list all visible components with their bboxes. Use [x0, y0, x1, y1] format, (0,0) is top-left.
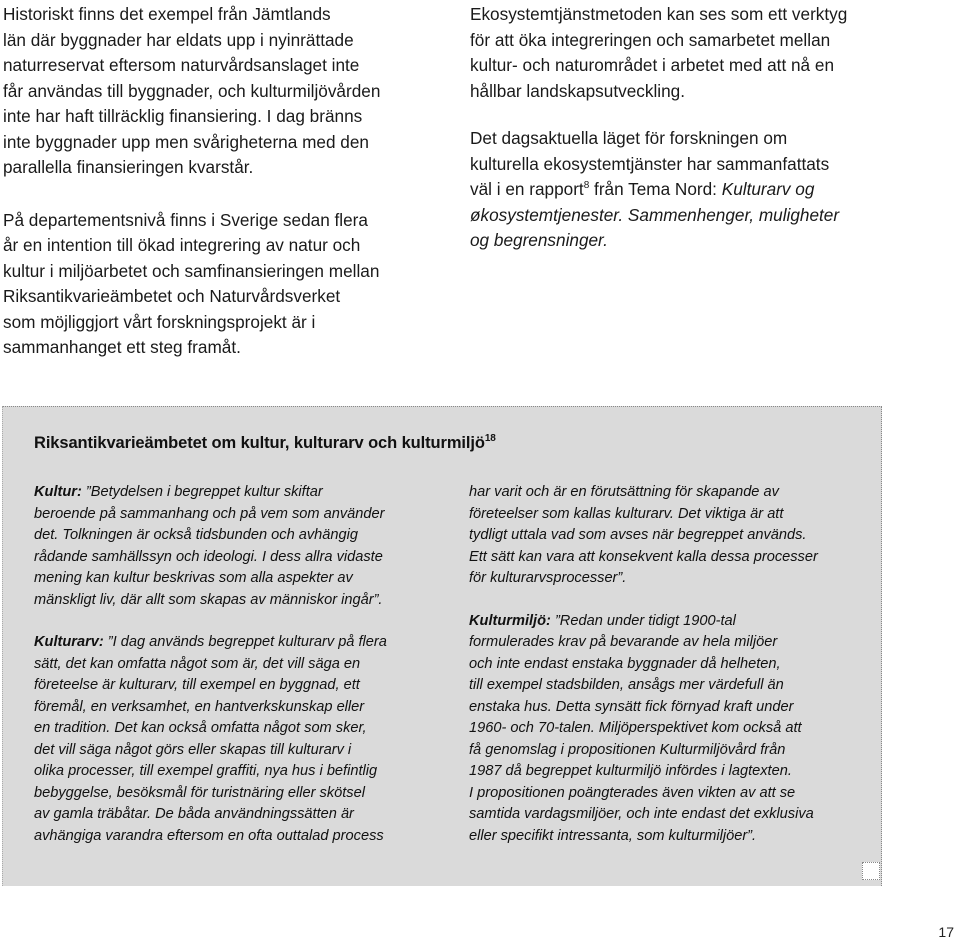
- text-line: 1960- och 70-talen. Miljöperspektivet kom också att: [469, 720, 802, 736]
- text-line: får användas till byggnader, och kulturmiljövården: [3, 80, 381, 101]
- text-line: Riksantikvarieämbetet och Naturvårdsverket: [3, 286, 341, 306]
- text-line: år en intention till ökad integrering av natur och: [3, 235, 361, 255]
- box-column-right: [469, 482, 889, 847]
- text-line: har varit och är en förutsättning för skapande av: [469, 484, 779, 500]
- text-line: företeelser som kallas kulturarv. Det viktiga är att: [469, 505, 784, 522]
- text-line: [469, 611, 889, 633]
- paragraph-departement: [3, 208, 443, 361]
- text-line: parallella finansieringen kvarstår.: [3, 157, 254, 177]
- text-line: avhängiga varandra eftersom en ofta outtalad process: [34, 827, 384, 844]
- definition-term: Kulturmiljö:: [469, 612, 551, 629]
- text-line: en tradition. Det kan också omfatta något som sker,: [34, 720, 367, 736]
- text-line: det. Tolkningen är också tidsbunden och avhängig: [34, 527, 358, 543]
- text-line: Ekosystemtjänstmetoden kan ses som ett verktyg: [470, 4, 848, 24]
- report-title-line: økosystemtjenester. Sammenhenger, muligheter: [470, 204, 840, 225]
- text-line: för att öka integreringen och samarbetet mellan: [470, 29, 831, 50]
- report-title: Kulturarv og: [721, 179, 815, 199]
- text-line: Ett sätt kan vara att konsekvent kalla dessa processer: [469, 548, 818, 565]
- text-line: det vill säga något görs eller skapas till kulturarv i: [34, 741, 352, 758]
- text-line: kultur i miljöarbetet och samfinansieringen mellan: [3, 260, 380, 281]
- paragraph-jamtland: [3, 2, 443, 181]
- definition-term: Kulturarv:: [34, 634, 104, 650]
- box-title-text: Riksantikvarieämbetet om kultur, kulturarv och kulturmiljö: [34, 434, 485, 452]
- text-line: föremål, en verksamhet, en hantverkskunskap eller: [34, 698, 365, 715]
- body-column-right: [470, 2, 910, 254]
- text-line: av gamla träbåtar. De båda användningssätten är: [34, 806, 354, 822]
- footnote-reference: 8: [583, 180, 590, 191]
- page-number: 17: [938, 924, 954, 940]
- text-line: bebyggelse, besöksmål för turistnäring eller skötsel: [34, 784, 365, 801]
- definition-kulturarv-continued: [469, 482, 889, 590]
- text-segment: väl i en rapport: [470, 179, 584, 199]
- text-line: till exempel stadsbilden, ansågs mer värdefull än: [469, 677, 784, 693]
- text-line: kulturella ekosystemtjänster har sammanfattats: [470, 153, 830, 174]
- text-line: beroende på sammanhang och på vem som använder: [34, 505, 385, 522]
- text-segment: ”Redan under tidigt 1900-tal: [550, 612, 736, 629]
- text-line: inte byggnader upp men svårigheterna med den: [3, 131, 369, 152]
- text-line: samtida vardagsmiljöer, och inte endast det exklusiva: [469, 806, 814, 822]
- paragraph-ekosystem: [470, 2, 910, 104]
- text-segment: ”I dag används begreppet kulturarv på flera: [103, 634, 387, 650]
- text-segment: ”Betydelsen i begreppet kultur skiftar: [81, 484, 323, 500]
- definition-kulturmiljo: [469, 611, 889, 848]
- text-line: mening kan kultur beskrivas som alla aspekter av: [34, 570, 353, 586]
- text-line: naturreservat eftersom naturvårdsanslaget inte: [3, 55, 360, 75]
- text-segment: från Tema Nord:: [589, 179, 722, 199]
- text-line: inte har haft tillräcklig finansiering. I dag bränns: [3, 106, 363, 126]
- text-line: hållbar landskapsutveckling.: [470, 80, 685, 101]
- text-line: På departementsnivå finns i Sverige sedan flera: [3, 209, 368, 230]
- text-line: olika processer, till exempel graffiti, nya hus i befintlig: [34, 763, 378, 779]
- text-line: I propositionen poängterades även vikten av att se: [469, 784, 796, 801]
- text-line: sammanhanget ett steg framåt.: [3, 337, 241, 357]
- text-line: Det dagsaktuella läget för forskningen om: [470, 128, 788, 148]
- footnote-reference: 18: [484, 433, 496, 444]
- text-line: kultur- och naturområdet i arbetet med att nå en: [470, 55, 835, 75]
- box-corner-mark: [862, 862, 880, 880]
- definition-term: Kultur:: [34, 484, 82, 500]
- body-column-left: [3, 2, 443, 361]
- text-line: sätt, det kan omfatta något som är, det vill säga en: [34, 655, 361, 672]
- text-line: formulerades krav på bevarande av hela miljöer: [469, 634, 778, 650]
- text-line: enstaka hus. Detta synsätt fick förnyad kraft under: [469, 698, 794, 715]
- text-line: få genomslag i propositionen Kulturmiljövård från: [469, 741, 786, 758]
- box-column-left: [34, 482, 454, 847]
- text-line: och inte endast enstaka byggnader då helheten,: [469, 655, 781, 672]
- text-line: län där byggnader har eldats upp i nyinrättade: [3, 29, 354, 50]
- text-line: som möjliggjort vårt forskningsprojekt är i: [3, 311, 316, 332]
- box-title: [34, 434, 496, 453]
- text-line: tydligt uttala vad som avses när begreppet används.: [469, 527, 807, 543]
- definition-kultur: [34, 482, 454, 611]
- text-line: företeelse är kulturarv, till exempel en byggnad, ett: [34, 677, 360, 693]
- text-line: för kulturarvsprocesser”.: [469, 570, 627, 586]
- text-line: Historiskt finns det exempel från Jämtlands: [3, 4, 331, 24]
- text-line: [470, 177, 910, 203]
- report-title-line: og begrensninger.: [470, 230, 608, 250]
- text-line: 1987 då begreppet kulturmiljö infördes i lagtexten.: [469, 763, 792, 779]
- text-line: rådande samhällssyn och ideologi. I dess allra vidaste: [34, 548, 383, 565]
- text-line: [34, 632, 454, 654]
- definition-kulturarv: [34, 632, 454, 847]
- text-line: eller specifikt intressanta, som kulturmiljöer”.: [469, 827, 757, 844]
- text-line: [34, 482, 454, 504]
- text-line: mänskligt liv, där allt som skapas av människor ingår”.: [34, 591, 383, 608]
- paragraph-tema-nord: [470, 126, 910, 254]
